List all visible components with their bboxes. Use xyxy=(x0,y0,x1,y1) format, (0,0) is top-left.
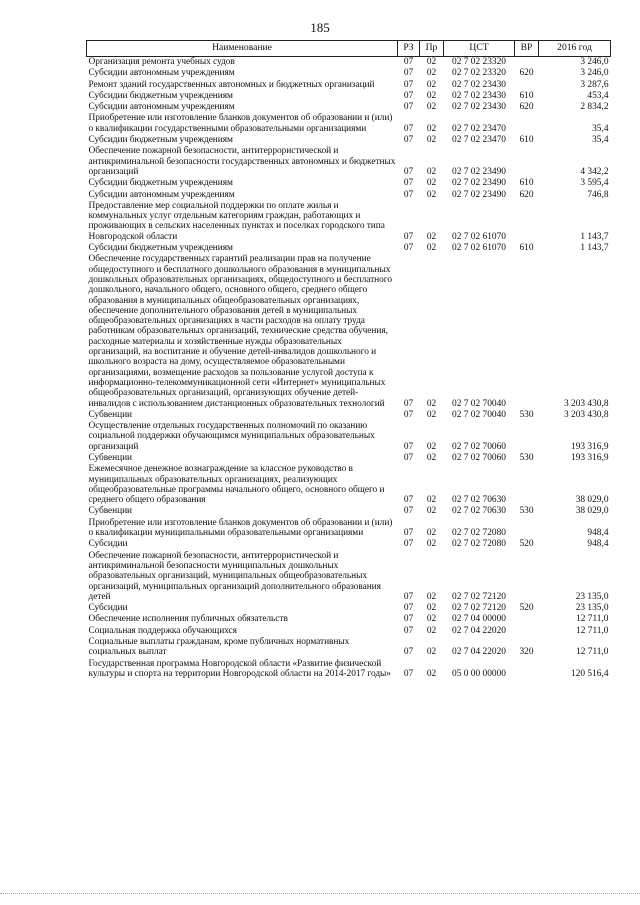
row-vr xyxy=(515,551,539,603)
table-row xyxy=(87,135,611,146)
row-cst: 02 7 02 72080 xyxy=(452,528,506,539)
row-name: Государственная программа Новгородской области «Развитие физической культуры и спорта на территории Новгородской области на 2014-2017 годы» xyxy=(88,658,391,679)
row-pr: 02 xyxy=(426,57,437,67)
row-cst: 02 7 02 72120 xyxy=(452,603,506,614)
row-pr: 02 xyxy=(426,506,437,517)
header-pr: Пр xyxy=(420,41,444,57)
row-pr: 02 xyxy=(426,102,437,113)
table-row xyxy=(87,518,611,540)
table-row xyxy=(87,201,611,243)
row-vr xyxy=(515,146,539,178)
row-rz: 07 xyxy=(403,591,414,602)
row-amount: 1 143,7 xyxy=(580,231,609,242)
row-cst: 02 7 02 70630 xyxy=(452,506,506,517)
table-row xyxy=(87,410,611,421)
table-row xyxy=(87,539,611,550)
row-pr: 02 xyxy=(426,625,437,636)
row-pr: 02 xyxy=(426,603,437,614)
row-vr xyxy=(515,113,539,135)
row-cst: 02 7 04 22020 xyxy=(452,625,506,636)
row-pr: 02 xyxy=(426,668,437,679)
row-rz: 07 xyxy=(403,495,414,506)
row-pr: 02 xyxy=(426,398,437,409)
row-vr: 530 xyxy=(519,409,534,420)
row-pr: 02 xyxy=(426,231,437,242)
row-name: Организация ремонта учебных судов xyxy=(88,57,235,67)
row-cst: 02 7 02 23320 xyxy=(452,68,506,79)
row-amount: 2 834,2 xyxy=(580,102,609,113)
row-amount: 35,4 xyxy=(592,135,609,146)
row-rz: 07 xyxy=(403,166,414,177)
row-rz: 07 xyxy=(403,603,414,614)
row-pr: 02 xyxy=(426,243,437,254)
row-vr xyxy=(515,254,539,409)
row-amount: 3 595,4 xyxy=(580,178,609,189)
row-name: Приобретение или изготовление бланков документов об образовании и (или) о квалификации муниципальными образовательными организациями xyxy=(88,517,393,539)
row-amount: 3 203 430,8 xyxy=(563,398,609,409)
table-row xyxy=(87,68,611,79)
table-header-row xyxy=(87,41,611,57)
row-cst: 02 7 02 70040 xyxy=(452,398,506,409)
table-row xyxy=(87,80,611,91)
row-vr xyxy=(515,80,539,91)
row-rz: 07 xyxy=(403,614,414,625)
row-vr: 610 xyxy=(519,90,534,101)
row-vr xyxy=(515,659,539,681)
row-amount: 193 316,9 xyxy=(571,441,609,452)
row-vr: 530 xyxy=(519,506,534,517)
row-cst: 02 7 02 23470 xyxy=(452,123,506,134)
row-name: Обеспечение государственных гарантий реализации прав на получение общедоступного и бесплатного дошкольного образования в муниципальных дошкольных образовательных организациях, общедоступного и бесплатного дошкольного, начального общего, основного общего, среднего общего образования в муниципальных общеобразовательных организациях, обеспечение дополнительного образования детей в муниципальных общеобразовательных организациях в части расходов на оплату труда работникам образовательных организаций, технические средства обучения, расходные материалы и хозяйственные нужды образовательных организаций, на воспитание и обучение детей-инвалидов дошкольного и школьного возраста на дому, осуществляемое образовательными организациями, возмещение расходов за пользование услугой доступа к информационно-телекоммуникационной сети «Интернет» муниципальных общеобразовательных организаций, организующих обучение детей-инвалидов с использованием дистанционных образовательных технологий xyxy=(88,254,392,409)
row-pr: 02 xyxy=(426,79,437,90)
row-name: Ремонт зданий государственных автономных и бюджетных организаций xyxy=(88,79,375,90)
table-row xyxy=(87,178,611,189)
table-body xyxy=(87,57,611,681)
row-rz: 07 xyxy=(403,528,414,539)
row-rz: 07 xyxy=(403,441,414,452)
table-row xyxy=(87,614,611,625)
row-name: Субсидии бюджетным учреждениям xyxy=(88,90,233,101)
row-amount: 38 029,0 xyxy=(575,495,609,506)
row-pr: 02 xyxy=(426,178,437,189)
row-vr xyxy=(515,626,539,637)
row-vr: 520 xyxy=(519,539,534,550)
row-name: Субсидии xyxy=(88,603,128,614)
row-pr: 02 xyxy=(426,647,437,658)
row-vr: 320 xyxy=(519,647,534,658)
table-row xyxy=(87,243,611,254)
table-row xyxy=(87,603,611,614)
row-name: Приобретение или изготовление бланков документов об образовании и (или) о квалификации государственными образовательными организациями xyxy=(88,113,393,134)
row-vr: 620 xyxy=(519,102,534,113)
row-pr: 02 xyxy=(426,528,437,539)
row-rz: 07 xyxy=(403,123,414,134)
row-cst: 02 7 02 61070 xyxy=(452,231,506,242)
row-amount: 746,8 xyxy=(587,189,609,200)
row-name: Субвенции xyxy=(88,409,133,420)
table-row xyxy=(87,146,611,178)
row-amount: 38 029,0 xyxy=(575,506,609,517)
row-cst: 02 7 02 23490 xyxy=(452,166,506,177)
row-rz: 07 xyxy=(403,398,414,409)
row-rz: 07 xyxy=(403,90,414,101)
table-row xyxy=(87,190,611,201)
row-cst: 02 7 02 72080 xyxy=(452,539,506,550)
row-rz: 07 xyxy=(403,231,414,242)
row-vr: 530 xyxy=(519,452,534,463)
row-rz: 07 xyxy=(403,452,414,463)
row-amount: 3 246,0 xyxy=(580,68,609,79)
row-vr: 610 xyxy=(519,178,534,189)
row-name: Субсидии бюджетным учреждениям xyxy=(88,178,233,189)
row-vr: 610 xyxy=(519,135,534,146)
row-vr: 620 xyxy=(519,189,534,200)
row-pr: 02 xyxy=(426,166,437,177)
table-row xyxy=(87,626,611,637)
table-row xyxy=(87,551,611,603)
row-name: Субвенции xyxy=(88,452,133,463)
header-name: Наименование xyxy=(87,41,398,57)
table-row xyxy=(87,421,611,453)
row-vr xyxy=(515,518,539,540)
row-amount: 12 711,0 xyxy=(576,625,609,636)
row-rz: 07 xyxy=(403,647,414,658)
table-row xyxy=(87,637,611,659)
row-rz: 07 xyxy=(403,409,414,420)
row-amount: 23 135,0 xyxy=(575,603,609,614)
row-amount: 35,4 xyxy=(592,123,609,134)
table-row xyxy=(87,113,611,135)
row-rz: 07 xyxy=(403,625,414,636)
row-rz: 07 xyxy=(403,243,414,254)
row-pr: 02 xyxy=(426,495,437,506)
row-pr: 02 xyxy=(426,123,437,134)
row-name: Субсидии автономным учреждениям xyxy=(88,189,235,200)
row-cst: 02 7 02 23490 xyxy=(452,178,506,189)
row-name: Обеспечение исполнения публичных обязательств xyxy=(88,614,288,625)
row-cst: 02 7 04 22020 xyxy=(452,647,506,658)
page-number: 185 xyxy=(310,20,330,35)
row-pr: 02 xyxy=(426,90,437,101)
row-rz: 07 xyxy=(403,189,414,200)
row-cst: 02 7 02 72120 xyxy=(452,591,506,602)
row-cst: 02 7 02 23430 xyxy=(452,79,506,90)
row-vr xyxy=(515,201,539,243)
row-pr: 02 xyxy=(426,591,437,602)
header-amount: 2016 год xyxy=(539,41,611,57)
row-amount: 23 135,0 xyxy=(575,591,609,602)
row-rz: 07 xyxy=(403,668,414,679)
row-amount: 3 287,6 xyxy=(580,79,609,90)
row-amount: 3 246,0 xyxy=(580,57,609,67)
row-amount: 948,4 xyxy=(587,528,609,539)
budget-table xyxy=(86,40,611,680)
row-cst: 02 7 02 70060 xyxy=(452,452,506,463)
row-cst: 02 7 04 00000 xyxy=(452,614,506,625)
row-rz: 07 xyxy=(403,68,414,79)
row-rz: 07 xyxy=(403,539,414,550)
row-cst: 02 7 02 70060 xyxy=(452,441,506,452)
row-pr: 02 xyxy=(426,135,437,146)
header-vr: ВР xyxy=(515,41,539,57)
page-bottom-divider xyxy=(0,893,640,894)
row-pr: 02 xyxy=(426,539,437,550)
table-row xyxy=(87,453,611,464)
table-row xyxy=(87,57,611,69)
row-name: Социальные выплаты гражданам, кроме публичных нормативных социальных выплат xyxy=(88,637,350,658)
row-vr xyxy=(515,614,539,625)
row-pr: 02 xyxy=(426,452,437,463)
row-rz: 07 xyxy=(403,506,414,517)
table-row xyxy=(87,254,611,409)
table-row xyxy=(87,659,611,681)
row-rz: 07 xyxy=(403,57,414,67)
row-vr: 620 xyxy=(519,68,534,79)
row-vr xyxy=(515,57,539,69)
row-cst: 02 7 02 23490 xyxy=(452,189,506,200)
header-cst: ЦСТ xyxy=(444,41,515,57)
row-pr: 02 xyxy=(426,68,437,79)
row-name: Субсидии бюджетным учреждениям xyxy=(88,135,233,146)
row-rz: 07 xyxy=(403,135,414,146)
row-name: Обеспечение пожарной безопасности, антитеррористической и антикриминальной безопасности государственных автономных и бюджетных организаций xyxy=(88,146,396,177)
row-amount: 1 143,7 xyxy=(580,243,609,254)
row-vr xyxy=(515,464,539,506)
row-name: Субсидии xyxy=(88,539,128,550)
table-row xyxy=(87,506,611,517)
row-pr: 02 xyxy=(426,614,437,625)
row-name: Осуществление отдельных государственных полномочий по оказанию социальной поддержки обучающимся муниципальных образовательных организаций xyxy=(88,421,375,452)
row-name: Социальная поддержка обучающихся xyxy=(88,625,237,636)
row-vr: 520 xyxy=(519,603,534,614)
row-cst: 02 7 02 23320 xyxy=(452,57,506,67)
row-pr: 02 xyxy=(426,441,437,452)
row-rz: 07 xyxy=(403,102,414,113)
row-cst: 02 7 02 61070 xyxy=(452,243,506,254)
header-rz: РЗ xyxy=(398,41,420,57)
row-name: Субсидии автономным учреждениям xyxy=(88,102,235,113)
row-rz: 07 xyxy=(403,79,414,90)
row-amount: 193 316,9 xyxy=(571,452,609,463)
row-cst: 05 0 00 00000 xyxy=(452,668,506,679)
table-row xyxy=(87,464,611,506)
row-pr: 02 xyxy=(426,409,437,420)
row-cst: 02 7 02 70630 xyxy=(452,495,506,506)
row-amount: 12 711,0 xyxy=(576,647,609,658)
row-cst: 02 7 02 70040 xyxy=(452,409,506,420)
row-name: Ежемесячное денежное вознаграждение за классное руководство в муниципальных образовательных организациях, реализующих общеобразовательные программы начального общего, основного общего и среднего общего образования xyxy=(88,464,385,506)
row-cst: 02 7 02 23430 xyxy=(452,90,506,101)
row-cst: 02 7 02 23470 xyxy=(452,135,506,146)
row-amount: 120 516,4 xyxy=(571,668,609,679)
row-pr: 02 xyxy=(426,189,437,200)
row-vr: 610 xyxy=(519,243,534,254)
row-amount: 3 203 430,8 xyxy=(563,409,609,420)
row-name: Субсидии бюджетным учреждениям xyxy=(88,243,233,254)
table-row xyxy=(87,91,611,102)
table-row xyxy=(87,102,611,113)
row-vr xyxy=(515,421,539,453)
row-name: Субсидии автономным учреждениям xyxy=(88,68,235,79)
row-amount: 12 711,0 xyxy=(576,614,609,625)
row-cst: 02 7 02 23430 xyxy=(452,102,506,113)
row-amount: 453,4 xyxy=(587,90,609,101)
row-amount: 948,4 xyxy=(587,539,609,550)
row-rz: 07 xyxy=(403,178,414,189)
row-name: Обеспечение пожарной безопасности, антитеррористической и антикриминальной безопасности муниципальных дошкольных образовательных организаций, муниципальных общеобразовательных организаций, муниципальных организаций дополнительного образования детей xyxy=(88,550,381,602)
row-name: Предоставление мер социальной поддержки по оплате жилья и коммунальных услуг отдельным категориям граждан, работающих и проживающих в сельских населенных пунктах и поселках городского типа Новгородской области xyxy=(88,200,385,242)
row-name: Субвенции xyxy=(88,506,133,517)
row-amount: 4 342,2 xyxy=(580,166,609,177)
